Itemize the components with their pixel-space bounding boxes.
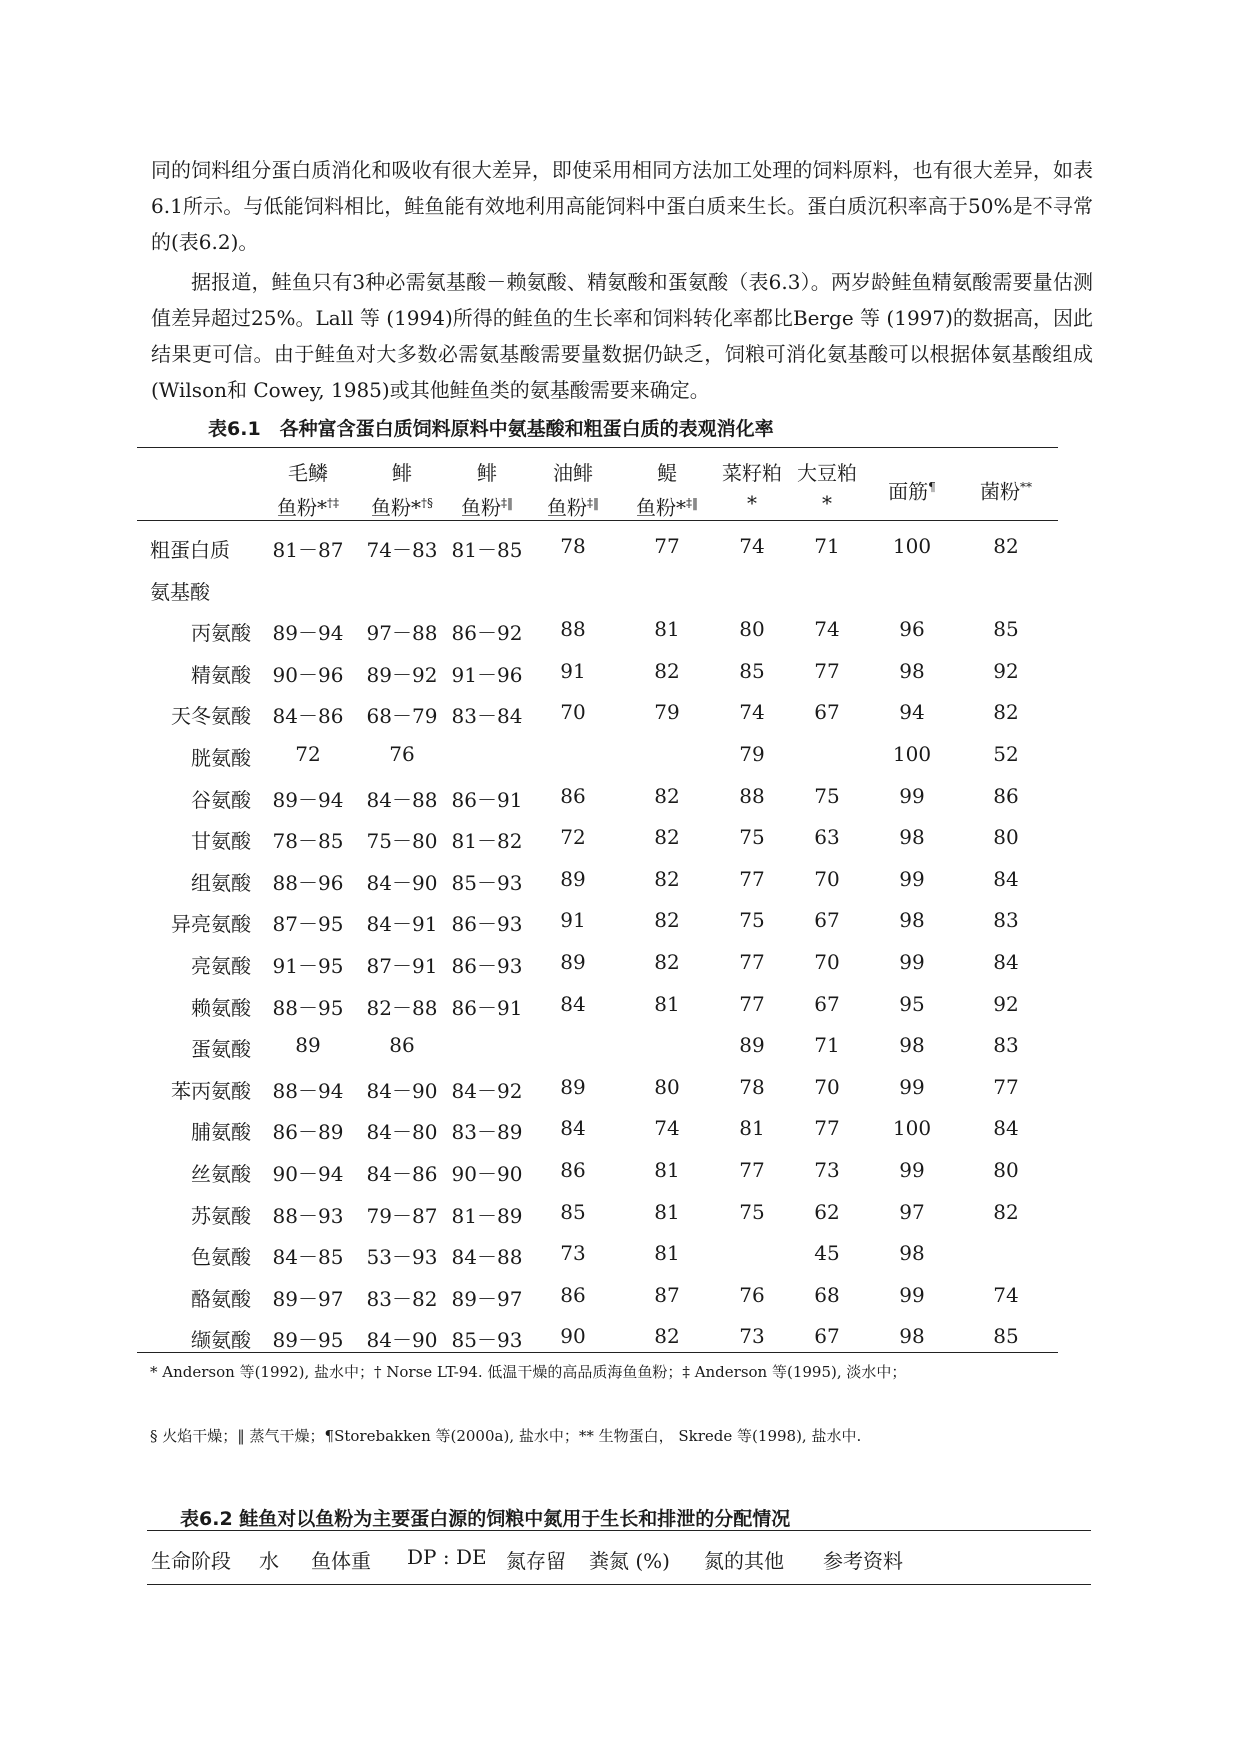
table-6-1-cell: 84－88 <box>366 787 438 812</box>
table-6-1-row-label: 缬氨酸 <box>191 1328 251 1353</box>
table-6-2-column-header: DP : DE <box>407 1545 487 1569</box>
table-6-1-bottom-rule <box>137 1352 1058 1353</box>
table-6-1-cell: 99 <box>899 1282 925 1307</box>
table-6-1-cell: 85－93 <box>451 870 523 895</box>
table-6-1-cell: 91－95 <box>272 954 344 978</box>
table-6-1-row-label: 赖氨酸 <box>191 995 251 1020</box>
table-6-1-cell: 99 <box>899 866 925 891</box>
table-6-2-column-header: 生命阶段 <box>151 1549 231 1573</box>
table-6-1-cell: 90－90 <box>451 1162 523 1186</box>
table-6-1-cell: 80 <box>739 617 765 642</box>
table-6-1-cell: 84 <box>993 950 1019 974</box>
table-6-1-cell: 78－85 <box>272 829 344 854</box>
table-6-1-row-label: 色氨酸 <box>191 1245 251 1270</box>
table-6-1-cell: 82 <box>993 1199 1019 1224</box>
table-6-1-row-label: 粗蛋白质 <box>150 538 230 562</box>
table-6-1-cell: 75 <box>739 825 765 850</box>
table-6-1-cell: 82 <box>654 825 680 850</box>
table-6-1-cell: 85 <box>993 1324 1019 1349</box>
table-6-1-caption: 表6.1 各种富含蛋白质饲料原料中氨基酸和粗蛋白质的表观消化率 <box>208 418 774 440</box>
table-6-1-cell: 85－93 <box>451 1328 523 1353</box>
table-6-1-cell: 79 <box>739 742 765 766</box>
table-6-1-cell: 81 <box>654 1241 680 1266</box>
table-6-1-cell: 83－82 <box>366 1286 438 1311</box>
table-6-1-cell: 75－80 <box>366 829 438 854</box>
table-6-1-cell: 68－79 <box>366 704 438 729</box>
table-6-1-cell: 80 <box>654 1074 680 1099</box>
table-6-1-cell: 63 <box>814 825 840 850</box>
table-6-1-cell: 86－89 <box>272 1120 344 1145</box>
table-6-1-row-label: 精氨酸 <box>191 662 251 687</box>
table-6-1-cell: 91 <box>560 658 586 683</box>
table-6-1-column-header: 毛鳞 鱼粉*†‡ <box>277 461 339 520</box>
table-6-1-row-label: 异亮氨酸 <box>171 912 251 937</box>
table-6-1-row-label: 谷氨酸 <box>191 787 251 812</box>
table-6-1-cell: 67 <box>814 700 840 725</box>
table-6-1-cell: 84－86 <box>272 704 344 729</box>
table-6-2-header-rule <box>147 1584 1091 1585</box>
table-6-1-cell: 98 <box>899 1241 925 1266</box>
table-6-2-column-header: 氮存留 <box>506 1549 566 1573</box>
table-6-1-cell: 100 <box>892 1116 932 1141</box>
table-6-1-cell: 90－94 <box>272 1162 344 1186</box>
table-6-1-cell: 84－91 <box>366 912 438 937</box>
table-6-1-row-label: 氨基酸 <box>150 579 210 604</box>
table-6-1-cell: 86－92 <box>451 621 523 646</box>
table-6-1-cell: 70 <box>560 700 586 725</box>
table-6-1-cell: 84 <box>993 866 1019 891</box>
table-6-1-row-label: 甘氨酸 <box>191 829 251 854</box>
table-6-1-cell: 82 <box>993 534 1019 558</box>
table-6-1-cell: 77 <box>739 1158 765 1182</box>
table-6-1-cell: 86 <box>993 783 1019 808</box>
table-6-1-cell: 99 <box>899 783 925 808</box>
table-6-2-column-header: 水 <box>259 1549 279 1573</box>
table-6-1-cell: 72 <box>560 825 586 850</box>
table-6-1-cell: 81 <box>739 1116 765 1141</box>
table-6-1-cell: 81 <box>654 1158 680 1182</box>
table-6-1-cell: 97－88 <box>366 621 438 646</box>
table-6-1-row-label: 苏氨酸 <box>191 1203 251 1228</box>
table-6-1-cell: 81－89 <box>451 1203 523 1228</box>
table-6-2-column-header: 氮的其他 <box>704 1549 784 1573</box>
table-6-1-cell: 74 <box>654 1116 680 1141</box>
table-6-1-cell: 87－91 <box>366 954 438 978</box>
table-6-1-cell: 74－83 <box>366 538 438 562</box>
table-6-1-cell: 86 <box>560 783 586 808</box>
table-6-1-cell: 82 <box>993 700 1019 725</box>
table-6-1-cell: 62 <box>814 1199 840 1224</box>
table-6-1-row-label: 胱氨酸 <box>191 746 251 770</box>
table-6-1-cell: 67 <box>814 908 840 933</box>
table-6-1-cell: 77 <box>739 866 765 891</box>
table-6-1-cell: 73 <box>560 1241 586 1266</box>
table-6-1-cell: 84－85 <box>272 1245 344 1270</box>
table-6-1-top-rule <box>137 447 1058 448</box>
table-6-1-footnote-1: * Anderson 等(1992), 盐水中；† Norse LT-94. 低温干燥的高品质海鱼鱼粉；‡ Anderson 等(1995), 淡水中； <box>150 1363 907 1381</box>
table-6-1-cell: 53－93 <box>366 1245 438 1270</box>
table-6-1-cell: 79 <box>654 700 680 725</box>
table-6-1-cell: 82 <box>654 866 680 891</box>
table-6-1-column-header: 油鲱 鱼粉‡‖ <box>547 461 599 520</box>
table-6-1-cell: 96 <box>899 617 925 642</box>
table-6-1-cell: 83 <box>993 1033 1019 1058</box>
table-6-1-cell: 89 <box>739 1033 765 1058</box>
table-6-1-column-header: 菌粉** <box>980 479 1032 504</box>
table-6-1-cell: 52 <box>993 742 1019 766</box>
table-6-2-top-rule <box>147 1530 1091 1531</box>
table-6-1-row-label: 蛋氨酸 <box>191 1037 251 1062</box>
table-6-1-cell: 88－96 <box>272 870 344 895</box>
table-6-1-cell: 82 <box>654 1324 680 1349</box>
table-6-1-cell: 71 <box>814 534 840 558</box>
table-6-1-cell: 81－82 <box>451 829 523 854</box>
table-6-1-cell: 86－93 <box>451 954 523 978</box>
table-6-1-cell: 71 <box>814 1033 840 1058</box>
table-6-1-cell: 91 <box>560 908 586 933</box>
table-6-1-cell: 77 <box>739 950 765 974</box>
table-6-1-cell: 45 <box>814 1241 840 1266</box>
table-6-1-cell: 90 <box>560 1324 586 1349</box>
table-6-1-header-rule <box>137 520 1058 521</box>
table-6-1-cell: 67 <box>814 991 840 1016</box>
table-6-1-cell: 75 <box>739 908 765 933</box>
table-6-1-cell: 70 <box>814 950 840 974</box>
table-6-1-row-label: 脯氨酸 <box>191 1120 251 1145</box>
table-6-1-cell: 89 <box>560 1074 586 1099</box>
table-6-1-cell: 74 <box>739 534 765 558</box>
table-6-1-cell: 84 <box>560 991 586 1016</box>
table-6-1-cell: 89－94 <box>272 621 344 646</box>
table-6-1-cell: 88－93 <box>272 1203 344 1228</box>
table-6-1-cell: 84－80 <box>366 1120 438 1145</box>
table-6-1-row-label: 丝氨酸 <box>191 1162 251 1186</box>
table-6-1-cell: 97 <box>899 1199 925 1224</box>
table-6-1-cell: 83－84 <box>451 704 523 729</box>
table-6-1-cell: 85 <box>993 617 1019 642</box>
table-6-1-cell: 70 <box>814 866 840 891</box>
table-6-1-cell: 75 <box>739 1199 765 1224</box>
table-6-1-cell: 90－96 <box>272 662 344 687</box>
paragraph-1: 同的饲料组分蛋白质消化和吸收有很大差异，即使采用相同方法加工处理的饲料原料，也有很大差异，如表6.1所示。与低能饲料相比，鲑鱼能有效地利用高能饲料中蛋白质来生长。蛋白质沉积率高于50%是不寻常的(表6.2)。 <box>151 158 1093 254</box>
table-6-1-cell: 86 <box>560 1282 586 1307</box>
table-6-1-cell: 73 <box>814 1158 840 1182</box>
table-6-1-cell: 82 <box>654 658 680 683</box>
table-6-1-cell: 99 <box>899 1158 925 1182</box>
table-6-1-cell: 89－94 <box>272 787 344 812</box>
table-6-1-cell: 84－92 <box>451 1078 523 1103</box>
table-6-1-cell: 84－90 <box>366 870 438 895</box>
table-6-1-cell: 76 <box>389 742 415 766</box>
table-6-1-cell: 94 <box>899 700 925 725</box>
paragraph-2: 据报道，鲑鱼只有3种必需氨基酸－赖氨酸、精氨酸和蛋氨酸（表6.3）。两岁龄鲑鱼精氨酸需要量估测值差异超过25%。Lall 等 (1994)所得的鲑鱼的生长率和饲料转化率都比Berge 等 (1997)的数据高，因此结果更可信。由于鲑鱼对大多数必需氨基酸需要量数据仍缺乏，饲粮可消化氨基酸可以根据体氨基酸组成(Wilson和 Cowey, 1985)或其他鲑鱼类的氨基酸需要来确定。 <box>151 270 1093 402</box>
table-6-1-cell: 84－86 <box>366 1162 438 1186</box>
table-6-1-cell: 86 <box>560 1158 586 1182</box>
table-6-1-cell: 89－97 <box>451 1286 523 1311</box>
table-6-1-cell: 89 <box>560 950 586 974</box>
table-6-1-cell: 89－97 <box>272 1286 344 1311</box>
table-6-1-cell: 77 <box>654 534 680 558</box>
table-6-1-cell: 83 <box>993 908 1019 933</box>
table-6-1-footnote-2: § 火焰干燥；‖ 蒸气干燥；¶Storebakken 等(2000a), 盐水中；** 生物蛋白， Skrede 等(1998), 盐水中. <box>150 1427 862 1445</box>
table-6-1-cell: 84－90 <box>366 1078 438 1103</box>
table-6-1-cell: 89－92 <box>366 662 438 687</box>
table-6-1-row-label: 亮氨酸 <box>191 954 251 978</box>
table-6-1-cell: 92 <box>993 658 1019 683</box>
table-6-1-cell: 81 <box>654 617 680 642</box>
table-6-1-cell: 91－96 <box>451 662 523 687</box>
table-6-1-cell: 80 <box>993 1158 1019 1182</box>
table-6-1-cell: 84 <box>993 1116 1019 1141</box>
table-6-1-cell: 67 <box>814 1324 840 1349</box>
table-6-1-cell: 77 <box>814 1116 840 1141</box>
table-6-1-cell: 79－87 <box>366 1203 438 1228</box>
table-6-1-cell: 88－95 <box>272 995 344 1020</box>
table-6-1-column-header: 菜籽粕 * <box>722 461 782 515</box>
table-6-1-row-label: 组氨酸 <box>191 870 251 895</box>
table-6-2-caption: 表6.2 鲑鱼对以鱼粉为主要蛋白源的饲粮中氮用于生长和排泄的分配情况 <box>180 1508 791 1530</box>
table-6-1-cell: 98 <box>899 1033 925 1058</box>
table-6-1-cell: 100 <box>892 534 932 558</box>
table-6-1-cell: 100 <box>892 742 932 766</box>
table-6-2-column-header: 鱼体重 <box>311 1549 371 1573</box>
table-6-1-cell: 81 <box>654 991 680 1016</box>
table-6-1-cell: 77 <box>993 1074 1019 1099</box>
table-6-1-row-label: 天冬氨酸 <box>171 704 251 729</box>
table-6-1-cell: 80 <box>993 825 1019 850</box>
table-6-1-row-label: 丙氨酸 <box>191 621 251 646</box>
table-6-1-cell: 95 <box>899 991 925 1016</box>
table-6-1-cell: 82 <box>654 950 680 974</box>
table-6-1-cell: 68 <box>814 1282 840 1307</box>
table-6-1-cell: 78 <box>560 534 586 558</box>
table-6-1-column-header: 面筋¶ <box>888 479 936 504</box>
table-6-1-column-header: 鲱 鱼粉‡‖ <box>461 461 513 520</box>
table-6-1-cell: 85 <box>560 1199 586 1224</box>
table-6-1-column-header: 大豆粕 * <box>797 461 857 515</box>
table-6-1-cell: 77 <box>814 658 840 683</box>
table-6-1-cell: 87－95 <box>272 912 344 937</box>
table-6-2-column-header: 参考资料 <box>823 1549 903 1573</box>
table-6-1-cell: 74 <box>993 1282 1019 1307</box>
table-6-1-cell: 84－90 <box>366 1328 438 1353</box>
table-6-1-cell: 82 <box>654 908 680 933</box>
table-6-1-cell: 81 <box>654 1199 680 1224</box>
table-6-1-cell: 86－91 <box>451 787 523 812</box>
table-6-1-cell: 98 <box>899 825 925 850</box>
table-6-1-cell: 99 <box>899 1074 925 1099</box>
table-6-1-cell: 74 <box>739 700 765 725</box>
table-6-1-cell: 89－95 <box>272 1328 344 1353</box>
table-6-1-cell: 76 <box>739 1282 765 1307</box>
table-6-1-cell: 99 <box>899 950 925 974</box>
table-6-1-cell: 86 <box>389 1033 415 1058</box>
table-6-1-cell: 98 <box>899 908 925 933</box>
table-6-1-column-header: 鲱 鱼粉*†§ <box>371 461 433 520</box>
table-6-1-cell: 73 <box>739 1324 765 1349</box>
table-6-1-cell: 84 <box>560 1116 586 1141</box>
table-6-1-cell: 72 <box>295 742 321 766</box>
table-6-1-cell: 89 <box>560 866 586 891</box>
table-6-1-cell: 83－89 <box>451 1120 523 1145</box>
table-6-1-cell: 98 <box>899 1324 925 1349</box>
table-6-1-cell: 81－87 <box>272 538 344 562</box>
table-6-1-column-header: 鳀 鱼粉*‡‖ <box>636 461 698 520</box>
table-6-1-cell: 87 <box>654 1282 680 1307</box>
table-6-1-cell: 85 <box>739 658 765 683</box>
table-6-1-cell: 88－94 <box>272 1078 344 1103</box>
table-6-1-cell: 82－88 <box>366 995 438 1020</box>
table-6-1-row-label: 酪氨酸 <box>191 1286 251 1311</box>
table-6-1-cell: 89 <box>295 1033 321 1058</box>
table-6-1-cell: 88 <box>560 617 586 642</box>
table-6-1-cell: 75 <box>814 783 840 808</box>
table-6-1-cell: 74 <box>814 617 840 642</box>
table-6-1-cell: 86－93 <box>451 912 523 937</box>
table-6-1-cell: 82 <box>654 783 680 808</box>
table-6-1-cell: 70 <box>814 1074 840 1099</box>
table-6-2-column-header: 粪氮 (%) <box>589 1549 670 1573</box>
table-6-1-cell: 86－91 <box>451 995 523 1020</box>
table-6-1-cell: 81－85 <box>451 538 523 562</box>
table-6-1-cell: 78 <box>739 1074 765 1099</box>
table-6-1-cell: 88 <box>739 783 765 808</box>
table-6-1-cell: 92 <box>993 991 1019 1016</box>
table-6-1-row-label: 苯丙氨酸 <box>171 1078 251 1103</box>
table-6-1-cell: 84－88 <box>451 1245 523 1270</box>
table-6-1-cell: 77 <box>739 991 765 1016</box>
table-6-1-cell: 98 <box>899 658 925 683</box>
